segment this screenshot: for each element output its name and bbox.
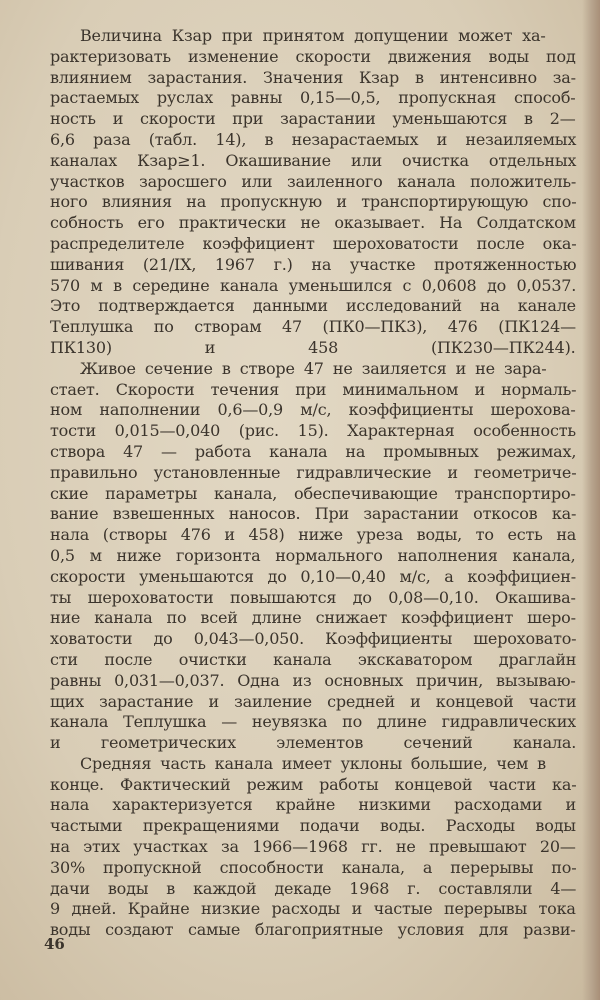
text-line: и геометрических элементов сечений канала. [50, 733, 577, 753]
text-line: канала Теплушка — неувязка по длине гидравлических [50, 712, 576, 732]
text-line: вание взвешенных наносов. При зарастании откосов ка- [50, 504, 577, 524]
text-line: скорости уменьшаются до 0,10—0,40 м/с, а коэффициен- [50, 566, 576, 586]
text-line: каналах Кзар≥1. Окашивание или очистка отдельных [50, 150, 577, 170]
text-line: ты шероховатости повышаются до 0,08—0,10. Окашива- [50, 587, 576, 607]
text-line: дачи воды в каждой декаде 1968 г. составляли 4— [50, 878, 577, 898]
text-line: 9 дней. Крайне низкие расходы и частые перерывы тока [50, 899, 576, 919]
text-line: ховатости до 0,043—0,050. Коэффициенты шероховато- [50, 629, 577, 649]
text-line: Теплушка по створам 47 (ПК0—ПК3), 476 (ПК124— [50, 317, 576, 337]
text-line: створа 47 — работа канала на промывных режимах, [50, 441, 577, 461]
text-line: 6,6 раза (табл. 14), в незарастаемых и незаиляемых [50, 129, 577, 149]
text-line: стает. Скорости течения при минимальном и нормаль- [50, 379, 577, 399]
text-line: собность его практически не оказывает. На Солдатском [50, 213, 576, 233]
text-line: равны 0,031—0,037. Одна из основных причин, вызываю- [50, 670, 576, 690]
text-line: сти после очистки канала экскаватором драглайн [50, 649, 577, 669]
text-line: рактеризовать изменение скорости движения воды под [50, 46, 576, 66]
text-line: нала характеризуется крайне низкими расходами и [50, 795, 576, 815]
text-line: шивания (21/IX, 1967 г.) на участке протяженностью [50, 254, 577, 274]
text-line: участков заросшего или заиленного канала положитель- [50, 171, 577, 191]
text-line: воды создают самые благоприятные условия для разви- [50, 920, 576, 940]
text-line: правильно установленные гидравлические и геометриче- [50, 462, 577, 482]
text-line: тости 0,015—0,040 (рис. 15). Характерная особенность [50, 421, 576, 441]
page-number: 46 [44, 935, 65, 953]
text-line: ном наполнении 0,6—0,9 м/с, коэффициенты шерохова- [50, 400, 576, 420]
paragraph [50, 359, 586, 754]
text-line: Величина Кзар при принятом допущении может ха- [80, 26, 546, 45]
text-line: щих зарастание и заиление средней и концевой части [50, 691, 577, 711]
text-line: ПК130) и 458 (ПК230—ПК244). [50, 337, 576, 357]
text-line: растаемых руслах равны 0,15—0,5, пропускная способ- [50, 88, 576, 108]
text-line: Живое сечение в створе 47 не заиляется и не зара- [80, 358, 547, 378]
text-line: 570 м в середине канала уменьшился с 0,0608 до 0,0537. [50, 275, 577, 295]
paragraph [50, 754, 586, 941]
text-line: влиянием зарастания. Значения Кзар в интенсивно за- [50, 67, 576, 87]
body-text [50, 26, 586, 941]
text-line: Средняя часть канала имеет уклоны большие, чем в [80, 753, 546, 773]
text-line: нала (створы 476 и 458) ниже уреза воды, то есть на [50, 525, 577, 545]
text-line: распределителе коэффициент шероховатости после ока- [50, 233, 577, 253]
text-line: ние канала по всей длине снижает коэффициент шеро- [50, 608, 576, 628]
text-line: 30% пропускной способности канала, а перерывы по- [50, 857, 577, 877]
text-line: ские параметры канала, обеспечивающие транспортиро- [50, 483, 576, 503]
text-line: частыми прекращениями подачи воды. Расходы воды [50, 816, 576, 836]
text-line: ность и скорости при зарастании уменьшаются в 2— [50, 109, 576, 129]
text-line: ного влияния на пропускную и транспортирующую спо- [50, 192, 577, 212]
paragraph [50, 26, 586, 359]
text-line: конце. Фактический режим работы концевой части ка- [50, 774, 577, 794]
text-line: на этих участках за 1966—1968 гг. не превышают 20— [50, 837, 576, 857]
text-line: Это подтверждается данными исследований на канале [50, 296, 576, 316]
text-line: 0,5 м ниже горизонта нормального наполнения канала, [50, 545, 576, 565]
